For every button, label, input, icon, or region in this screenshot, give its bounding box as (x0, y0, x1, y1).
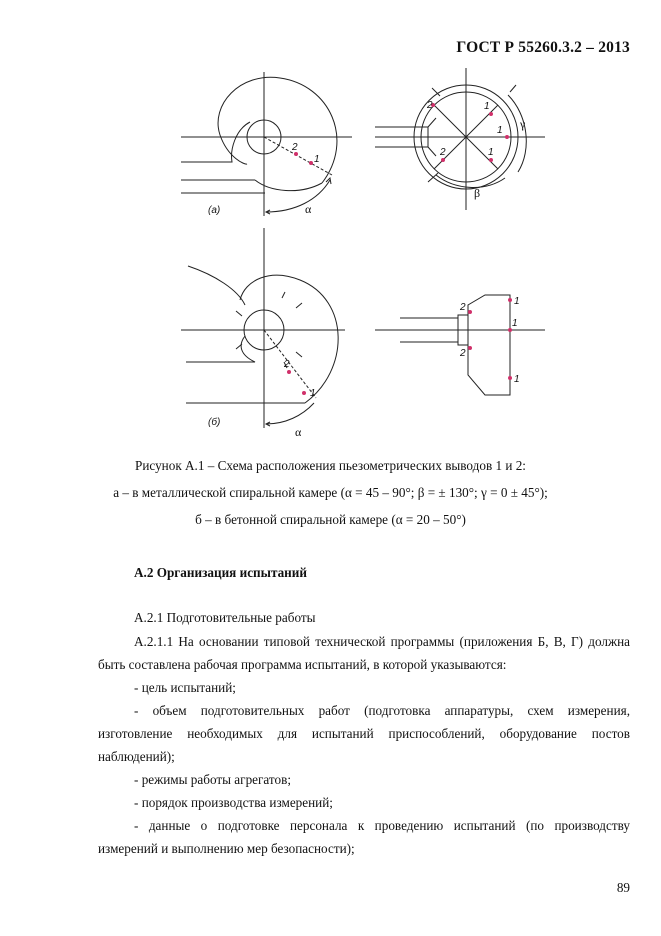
point-label-1: 1 (310, 388, 316, 399)
section-heading: А.2 Организация испытаний (134, 565, 307, 580)
document-header: ГОСТ Р 55260.3.2 – 2013 (456, 39, 630, 56)
point-label-2: 2 (460, 348, 466, 359)
subsection-heading: А.2.1 Подготовительные работы (134, 610, 316, 625)
point-label-1: 1 (484, 101, 490, 112)
point-label-2: 2 (284, 359, 290, 370)
spiral-chamber-metal-plan (181, 72, 352, 216)
figure-a1 (0, 0, 661, 440)
point-label-2: 2 (460, 302, 466, 313)
spiral-chamber-metal-section (375, 68, 545, 210)
figure-label-a: (а) (208, 205, 221, 216)
paragraph-line: быть составлена рабочая программа испытаний, в которой указываются: (98, 657, 507, 672)
point-label-1: 1 (488, 147, 494, 158)
point-label-2: 2 (440, 147, 446, 158)
list-item: - цель испытаний; (134, 680, 236, 695)
angle-label-gamma: γ (520, 117, 526, 131)
list-item: - данные о подготовке персонала к проведению испытаний (по производству (134, 818, 630, 833)
point-label-1: 1 (497, 125, 503, 136)
page-number: 89 (616, 880, 630, 895)
list-item: - порядок производства измерений; (134, 795, 333, 810)
angle-label-alpha: α (295, 425, 302, 439)
list-item-continuation: наблюдений); (98, 749, 175, 764)
point-label-1: 1 (514, 296, 520, 307)
figure-caption-a: а – в металлической спиральной камере (α = 45 – 90°; β = ± 130°; γ = 0 ± 45°); (113, 485, 548, 500)
angle-label-beta: β (474, 186, 481, 200)
point-label-2: 2 (427, 100, 433, 111)
list-item: - режимы работы агрегатов; (134, 772, 292, 787)
list-item: - объем подготовительных работ (подготовка аппаратуры, схем измерения, (134, 703, 630, 718)
figure-caption-b: б – в бетонной спиральной камере (α = 20 – 50°) (195, 512, 466, 527)
paragraph-line: А.2.1.1 На основании типовой технической программы (приложения Б, В, Г) должна (134, 634, 630, 649)
figure-caption: Рисунок А.1 – Схема расположения пьезометрических выводов 1 и 2: (135, 458, 526, 473)
point-label-1: 1 (314, 154, 320, 165)
list-item-continuation: измерений и выполнению мер безопасности); (98, 841, 355, 856)
figure-label-b: (б) (208, 417, 221, 428)
list-item-continuation: изготовление необходимых для испытаний приспособлений, оборудование постов (98, 726, 630, 741)
angle-label-alpha: α (305, 202, 312, 216)
spiral-chamber-concrete-plan (181, 228, 345, 428)
point-label-1: 1 (512, 318, 518, 329)
point-label-1: 1 (514, 374, 520, 385)
point-label-2: 2 (292, 142, 298, 153)
